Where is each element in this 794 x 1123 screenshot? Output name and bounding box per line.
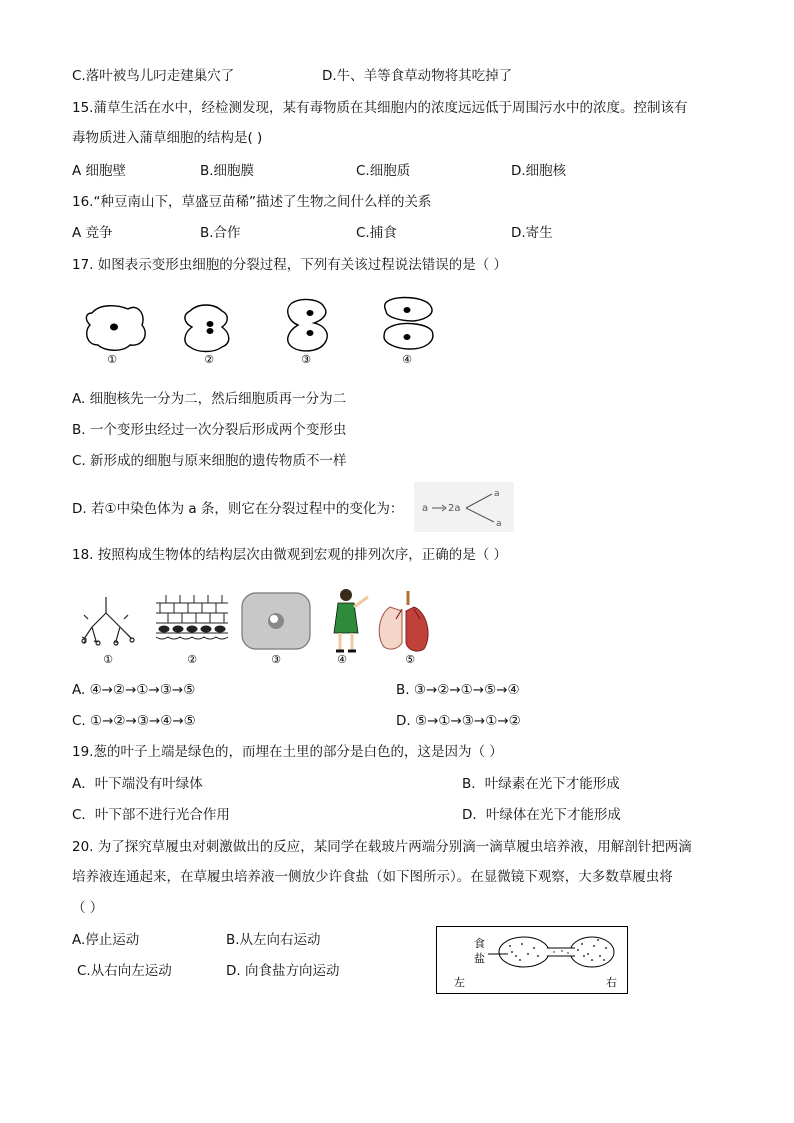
q16-option-a: A 竞争 xyxy=(72,225,113,241)
q17-option-a: A. 细胞核先一分为二，然后细胞质再一分为二 xyxy=(72,391,347,407)
chromosome-start: a xyxy=(422,503,429,514)
q18-stem: 18. 按照构成生物体的结构层次由微观到宏观的排列次序，正确的是（ ） xyxy=(72,547,508,563)
nucleus-2b xyxy=(207,328,214,334)
q15-option-d: D.细胞核 xyxy=(511,163,567,179)
figure-label-4: ④ xyxy=(402,353,412,366)
figure-label-3: ③ xyxy=(301,353,311,366)
figure-label-3: ③ xyxy=(271,653,281,666)
q17-option-d: D. 若①中染色体为 a 条，则它在分裂过程中的变化为： xyxy=(72,501,404,517)
lungs-icon xyxy=(379,591,428,651)
nucleus-1 xyxy=(110,324,118,331)
chromosome-mid: 2a xyxy=(448,503,461,514)
q19-option-b: B．叶绿素在光下才能形成 xyxy=(462,776,620,792)
q20-stem-line1: 20. 为了探究草履虫对刺激做出的反应，某同学在载玻片两端分别滴一滴草履虫培养液，用解剖针把两滴 xyxy=(72,839,692,855)
culture-drop-right xyxy=(570,937,614,967)
left-label: 左 xyxy=(454,976,465,989)
cell-tissue-icon xyxy=(156,595,228,645)
figure-label-1: ① xyxy=(107,353,117,366)
connection-channel xyxy=(546,948,574,956)
right-label: 右 xyxy=(606,976,617,989)
q20-option-d: D. 向食盐方向运动 xyxy=(226,963,340,979)
q20-option-a: A.停止运动 xyxy=(72,932,140,948)
q16-stem: 16.“种豆南山下，草盛豆苗稀”描述了生物之间什么样的关系 xyxy=(72,194,432,210)
q18-option-a: A. ④→②→①→③→⑤ xyxy=(72,682,196,698)
chromosome-end1: a xyxy=(494,489,500,499)
culture-drop-left xyxy=(499,937,549,967)
figure-label-5: ⑤ xyxy=(405,653,415,666)
figure-label-4: ④ xyxy=(337,653,347,666)
q16-option-b: B.合作 xyxy=(200,225,241,241)
q19-option-d: D．叶绿体在光下才能形成 xyxy=(462,807,621,823)
q14-option-c: C.落叶被鸟儿叼走建巢穴了 xyxy=(72,68,235,84)
figure-label-1: ① xyxy=(103,653,113,666)
nucleus-4a xyxy=(404,307,411,313)
amoeba-cell-2 xyxy=(185,305,229,352)
figure-label-2: ② xyxy=(204,353,214,366)
q15-stem-line2: 毒物质进入蒲草细胞的结构是( ) xyxy=(72,130,263,146)
q19-option-a: A．叶下端没有叶绿体 xyxy=(72,776,203,792)
branching-tissue-icon xyxy=(82,597,134,645)
amoeba-division-figure xyxy=(80,295,450,367)
q15-stem-line1: 15.蒲草生活在水中，经检测发现，某有毒物质在其细胞内的浓度远远低于周围污水中的浓度。控制该有 xyxy=(72,100,688,116)
q18-option-b: B. ③→②→①→⑤→④ xyxy=(396,682,520,698)
q16-option-c: C.捕食 xyxy=(356,225,397,241)
q15-option-c: C.细胞质 xyxy=(356,163,411,179)
q16-option-d: D.寄生 xyxy=(511,225,553,241)
q20-option-b: B.从左向右运动 xyxy=(226,932,321,948)
q15-option-b: B.细胞膜 xyxy=(200,163,255,179)
figure-label-2: ② xyxy=(187,653,197,666)
q17-stem: 17. 如图表示变形虫细胞的分裂过程，下列有关该过程说法错误的是（ ） xyxy=(72,257,508,273)
q19-stem: 19.葱的叶子上端是绿色的，而埋在土里的部分是白色的，这是因为（ ） xyxy=(72,744,503,760)
structure-levels-figure xyxy=(74,585,444,667)
q15-option-a: A 细胞壁 xyxy=(72,163,127,179)
paramecium-slide-figure xyxy=(436,926,628,994)
salt-label-1: 食 xyxy=(474,937,485,950)
amoeba-cell-3 xyxy=(288,300,328,351)
q19-option-c: C．叶下部不进行光合作用 xyxy=(72,807,230,823)
q18-option-c: C. ①→②→③→④→⑤ xyxy=(72,713,196,729)
nucleus-3a xyxy=(307,310,314,316)
q14-option-d: D.牛、羊等食草动物将其吃掉了 xyxy=(322,68,513,84)
q17-option-b: B. 一个变形虫经过一次分裂后形成两个变形虫 xyxy=(72,422,347,438)
q20-stem-line2: 培养液连通起来，在草履虫培养液一侧放少许食盐（如下图所示）。在显微镜下观察，大多数草履虫将 xyxy=(72,869,673,885)
salt-label-2: 盐 xyxy=(474,952,485,965)
chromosome-end2: a xyxy=(496,519,502,529)
nucleus-3b xyxy=(307,330,314,336)
chromosome-change-figure xyxy=(414,482,514,532)
q20-stem-line3: （ ） xyxy=(72,900,104,916)
person-icon xyxy=(334,589,368,651)
single-cell-icon xyxy=(242,593,310,649)
q20-option-c: C.从右向左运动 xyxy=(77,963,172,979)
q17-option-c: C. 新形成的细胞与原来细胞的遗传物质不一样 xyxy=(72,453,347,469)
nucleus-2a xyxy=(207,321,214,327)
nucleus-4b xyxy=(404,334,411,340)
q18-option-d: D. ⑤→①→③→①→② xyxy=(396,713,521,729)
